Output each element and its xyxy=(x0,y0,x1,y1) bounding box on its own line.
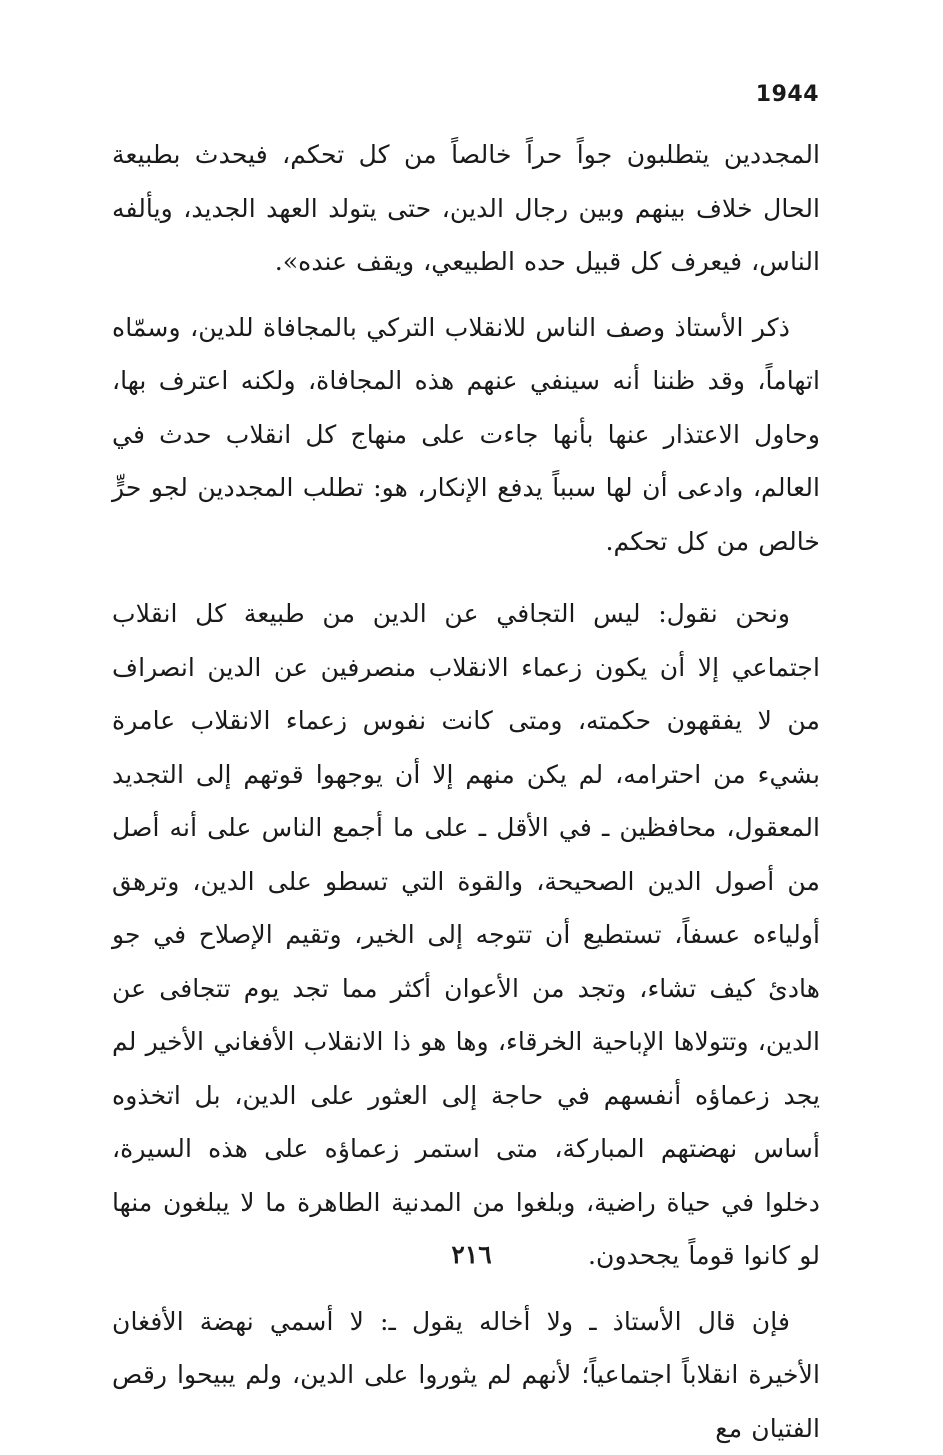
page-header-year: 1944 xyxy=(756,82,819,107)
paragraph-continuation: المجددين يتطلبون جواً حراً خالصاً من كل تحكم، فيحدث بطبيعة الحال خلاف بينهم وبين رجال الدين، حتى يتولد العهد الجديد، ويألفه الناس، فيعرف كل قبيل حده الطبيعي، ويقف عنده». xyxy=(112,128,820,289)
paragraph-turkish-revolution: ذكر الأستاذ وصف الناس للانقلاب التركي بالمجافاة للدين، وسمّاه اتهاماً، وقد ظننا أنه سينفي عنهم هذه المجافاة، ولكنه اعترف بها، وحاول الاعتذار عنها بأنها جاءت على منهاج كل انقلاب حدث في العالم، وادعى أن لها سبباً يدفع الإنكار، هو: تطلب المجددين لجو حرٍّ خالص من كل تحكم. xyxy=(112,301,820,569)
page-number: ٢١٦ xyxy=(0,1240,943,1269)
paragraph-response: ونحن نقول: ليس التجافي عن الدين من طبيعة كل انقلاب اجتماعي إلا أن يكون زعماء الانقلاب منصرفين عن الدين انصراف من لا يفقهون حكمته، ومتى كانت نفوس زعماء الانقلاب عامرة بشيء من احترامه، لم يكن منهم إلا أن يوجهوا قوتهم إلى التجديد المعقول، محافظين ـ في الأقل ـ على ما أجمع الناس على أنه أصل من أصول الدين الصحيحة، والقوة التي تسطو على الدين، وترهق أولياءه عسفاً، تستطيع أن تتوجه إلى الخير، وتقيم الإصلاح في جو هادئ كيف تشاء، وتجد من الأعوان أكثر مما تجد يوم تتجافى عن الدين، وتتولاها الإباحية الخرقاء، وها هو ذا الانقلاب الأفغاني الأخير لم يجد زعماؤه أنفسهم في حاجة إلى العثور على الدين، بل اتخذوه أساس نهضتهم المباركة، متى استمر زعماؤه على هذه السيرة، دخلوا في حياة راضية، وبلغوا من المدنية الطاهرة ما لا يبلغون منها لو كانوا قوماً يجحدون. xyxy=(112,587,820,1283)
paragraph-afghan-uprising: فإن قال الأستاذ ـ ولا أخاله يقول ـ: لا أسمي نهضة الأفغان الأخيرة انقلاباً اجتماعياً؛ لأنهم لم يثوروا على الدين، ولم يبيحوا رقص الفتيان مع xyxy=(112,1295,820,1455)
